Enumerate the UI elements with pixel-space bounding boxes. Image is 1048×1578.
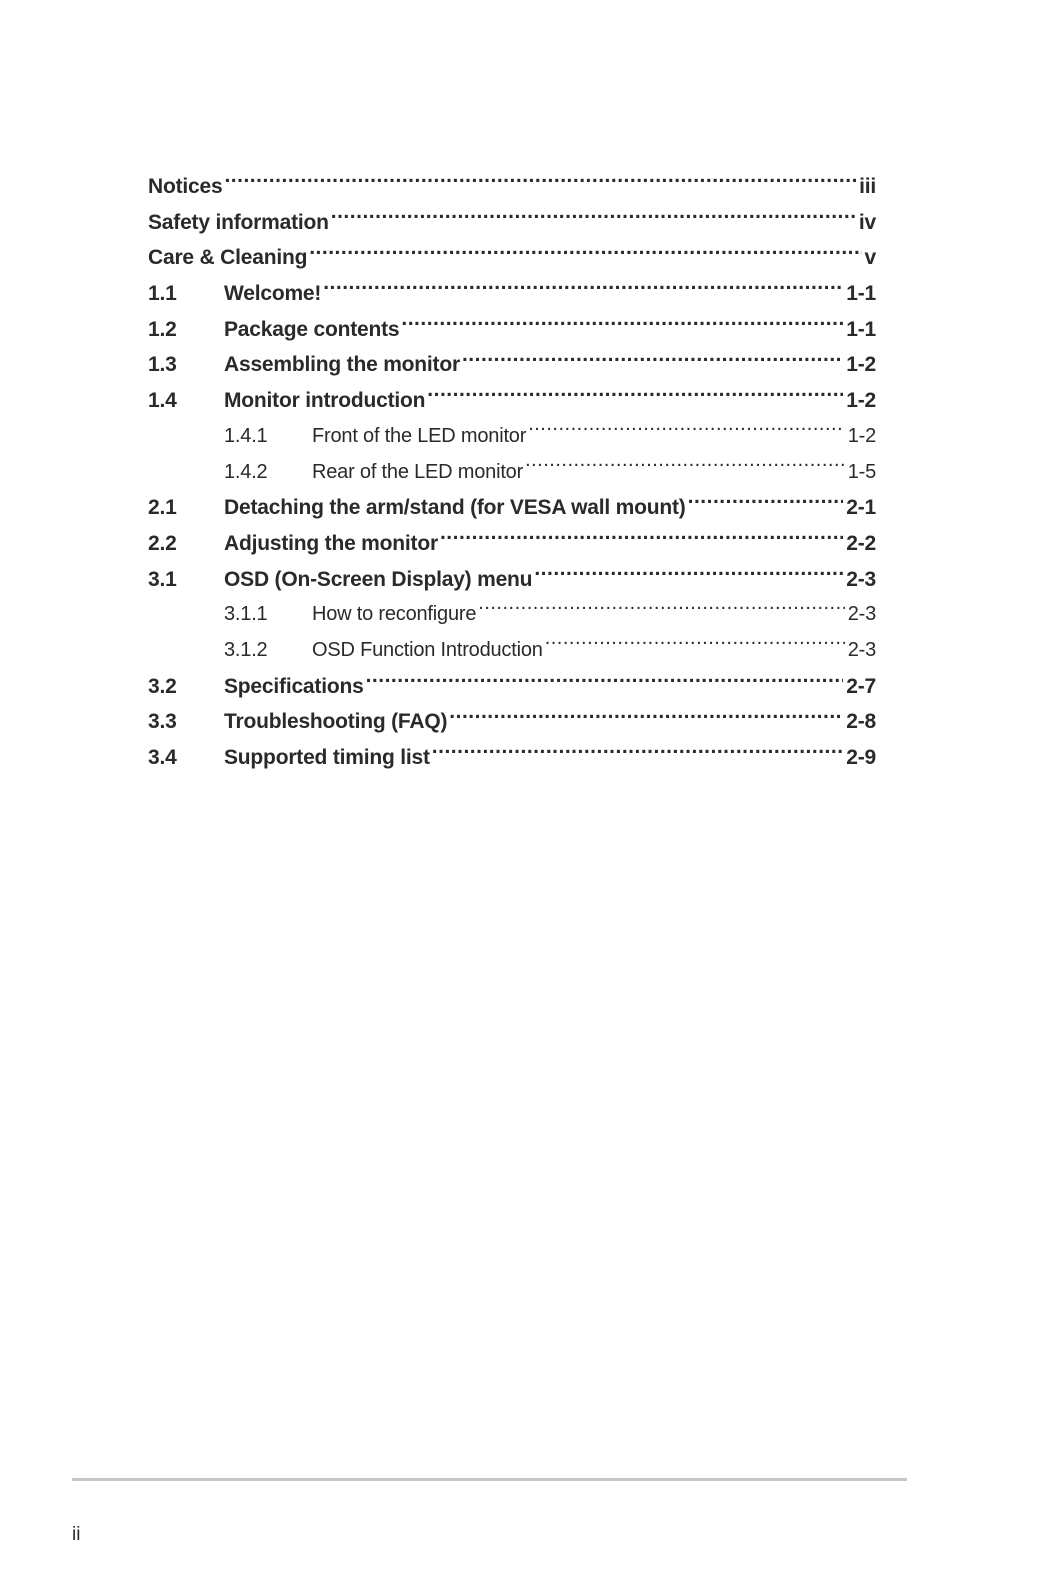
toc-entry-title: Assembling the monitor (224, 353, 460, 377)
toc-entry-1-4[interactable] (148, 383, 876, 419)
dot-leader (449, 707, 843, 728)
toc-entry-page: 1-2 (847, 424, 876, 447)
toc-entry-title: Welcome! (224, 282, 322, 306)
toc-entry-title: Troubleshooting (FAQ) (224, 710, 448, 734)
toc-entry-number: 2.1 (148, 496, 177, 520)
dot-leader (534, 565, 843, 586)
toc-entry-number: 3.1 (148, 567, 177, 591)
toc-entry-title: Monitor introduction (224, 389, 426, 413)
dot-leader (525, 458, 845, 478)
toc-entry-title: Safety information (148, 210, 329, 234)
toc-entry-number: 1.4 (148, 389, 177, 413)
dot-leader (331, 208, 856, 229)
toc-entry-1-4-2[interactable] (148, 455, 876, 491)
toc-entry-1-4-1[interactable] (148, 419, 876, 455)
toc-entry-1-1[interactable] (148, 276, 876, 312)
toc-entry-number: 3.1.2 (224, 638, 268, 661)
dot-leader (401, 315, 843, 336)
dot-leader (224, 172, 856, 193)
toc-entry-page: 2-1 (846, 496, 876, 520)
footer-page-number: ii (72, 1524, 81, 1545)
toc-entry-2-1[interactable] (148, 490, 876, 526)
dot-leader (528, 422, 845, 442)
toc-entry-number: 1.4.1 (224, 424, 268, 447)
toc-entry-page: 2-2 (846, 531, 876, 555)
toc-entry-title: How to reconfigure (312, 603, 477, 626)
toc-entry-title: Rear of the LED monitor (312, 460, 524, 483)
toc-entry-number: 1.2 (148, 317, 177, 341)
toc-entry-page: v (864, 246, 876, 270)
toc-entry-3-1-2[interactable] (148, 633, 876, 669)
toc-entry-number: 3.1.1 (224, 603, 268, 626)
toc-entry-page: iv (858, 210, 876, 234)
toc-entry-page: 1-1 (846, 317, 876, 341)
toc-entry-notices[interactable] (148, 169, 876, 205)
toc-entry-number: 3.4 (148, 746, 177, 769)
toc-entry-page: 1-2 (846, 389, 876, 413)
toc-entry-3-3[interactable] (148, 704, 876, 740)
toc-entry-safety-information[interactable] (148, 205, 876, 241)
toc-entry-title: Adjusting the monitor (224, 531, 438, 555)
dot-leader (688, 493, 844, 514)
toc-entry-title: Care & Cleaning (148, 246, 308, 270)
toc-entry-care-cleaning[interactable] (148, 240, 876, 276)
toc-entry-page: 2-8 (846, 710, 876, 734)
toc-entry-3-1-1[interactable] (148, 597, 876, 633)
toc-entry-title: Supported timing list (224, 746, 430, 769)
toc-entry-number: 1.4.2 (224, 460, 268, 483)
toc-entry-title: OSD Function Introduction (312, 638, 543, 661)
table-of-contents (148, 169, 876, 776)
toc-entry-page: 1-2 (846, 353, 876, 377)
toc-entry-3-4[interactable] (148, 740, 876, 776)
toc-entry-title: Front of the LED monitor (312, 424, 527, 447)
toc-entry-page: 1-5 (847, 460, 876, 483)
toc-entry-title: Detaching the arm/stand (for VESA wall mount) (224, 496, 686, 520)
toc-entry-number: 2.2 (148, 531, 177, 555)
dot-leader (323, 279, 843, 300)
toc-entry-page: 2-3 (847, 603, 876, 626)
toc-entry-page: 2-7 (846, 674, 876, 698)
toc-entry-2-2[interactable] (148, 526, 876, 562)
toc-entry-page: 2-9 (846, 746, 876, 769)
toc-entry-page: iii (859, 175, 876, 198)
toc-entry-1-3[interactable] (148, 347, 876, 383)
toc-entry-number: 3.3 (148, 710, 177, 734)
dot-leader (309, 243, 861, 264)
toc-entry-title: OSD (On-Screen Display) menu (224, 567, 533, 591)
dot-leader (432, 743, 843, 764)
dot-leader (545, 636, 845, 656)
toc-entry-page: 2-3 (847, 638, 876, 661)
dot-leader (478, 600, 844, 620)
toc-entry-number: 1.1 (148, 282, 177, 306)
toc-entry-number: 3.2 (148, 674, 177, 698)
toc-entry-title: Specifications (224, 674, 364, 698)
toc-entry-title: Package contents (224, 317, 400, 341)
toc-entry-page: 1-1 (846, 282, 876, 306)
dot-leader (427, 386, 843, 407)
toc-entry-page: 2-3 (846, 567, 876, 591)
toc-entry-1-2[interactable] (148, 312, 876, 348)
dot-leader (366, 672, 844, 693)
dot-leader (440, 529, 843, 550)
footer-divider (72, 1478, 907, 1481)
dot-leader (462, 350, 843, 371)
toc-entry-title: Notices (148, 175, 223, 198)
toc-entry-number: 1.3 (148, 353, 177, 377)
toc-entry-3-2[interactable] (148, 669, 876, 705)
toc-entry-3-1[interactable] (148, 562, 876, 598)
